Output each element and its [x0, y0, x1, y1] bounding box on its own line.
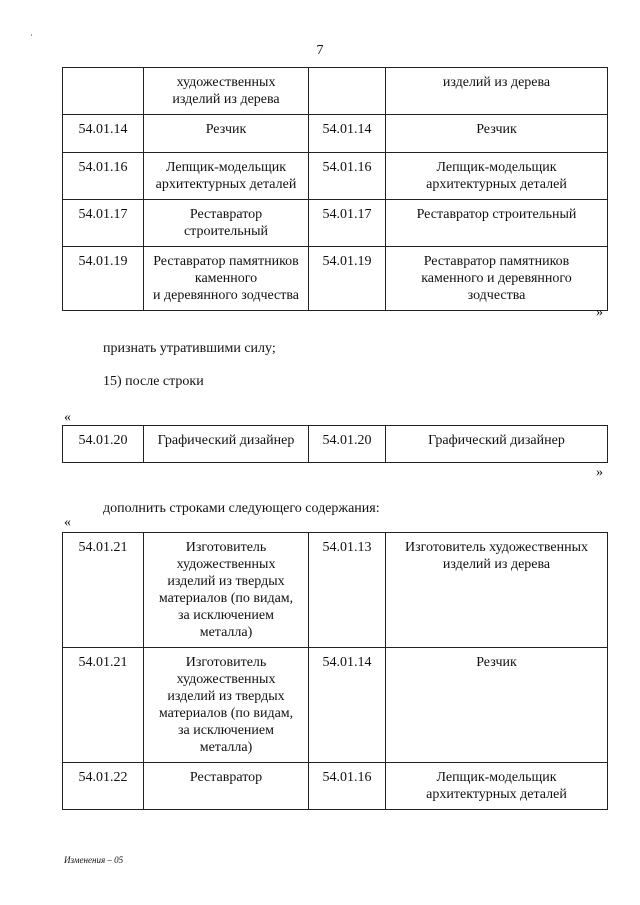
name-cell: Изготовитель художественных изделий из твердых материалов (по видам, за исключением металла)	[144, 533, 309, 648]
open-quote: «	[64, 410, 71, 425]
code-cell: 54.01.21	[63, 533, 144, 648]
table-row	[63, 247, 608, 311]
table-row	[63, 533, 608, 648]
code-cell	[309, 68, 386, 115]
close-quote: »	[596, 465, 603, 480]
name-cell: Графический дизайнер	[386, 426, 608, 463]
name-cell: Графический дизайнер	[144, 426, 309, 463]
code-cell: 54.01.19	[63, 247, 144, 311]
code-cell: 54.01.14	[309, 648, 386, 763]
code-cell: 54.01.16	[309, 763, 386, 810]
name-cell: Резчик	[386, 648, 608, 763]
name-cell: Лепщик-модельщик архитектурных деталей	[144, 153, 309, 200]
code-cell: 54.01.16	[309, 153, 386, 200]
name-cell: изделий из дерева	[386, 68, 608, 115]
name-cell: Реставратор памятников каменного и деревянного зодчества	[144, 247, 309, 311]
open-quote: «	[64, 515, 71, 530]
table-row	[63, 426, 608, 463]
code-cell: 54.01.22	[63, 763, 144, 810]
name-cell: художественных изделий из дерева	[144, 68, 309, 115]
code-cell: 54.01.20	[63, 426, 144, 463]
professions-table-3	[62, 532, 608, 810]
name-cell: Резчик	[386, 115, 608, 153]
name-cell: Реставратор строительный	[144, 200, 309, 247]
name-cell: Реставратор строительный	[386, 200, 608, 247]
footer-revision: Изменения – 05	[64, 855, 124, 865]
name-cell: Изготовитель художественных изделий из твердых материалов (по видам, за исключением металла)	[144, 648, 309, 763]
supplement-text: дополнить строками следующего содержания:	[103, 501, 380, 516]
code-cell: 54.01.14	[63, 115, 144, 153]
table-row	[63, 115, 608, 153]
name-cell: Лепщик-модельщик архитектурных деталей	[386, 153, 608, 200]
code-cell: 54.01.20	[309, 426, 386, 463]
code-cell: 54.01.16	[63, 153, 144, 200]
item-15-text: 15) после строки	[103, 374, 204, 389]
code-cell: 54.01.21	[63, 648, 144, 763]
code-cell	[63, 68, 144, 115]
code-cell: 54.01.14	[309, 115, 386, 153]
name-cell: Лепщик-модельщик архитектурных деталей	[386, 763, 608, 810]
code-cell: 54.01.13	[309, 533, 386, 648]
code-cell: 54.01.17	[63, 200, 144, 247]
scan-mark	[31, 34, 32, 36]
professions-table-2	[62, 425, 608, 463]
invalid-text: признать утратившими силу;	[103, 341, 276, 356]
professions-table-1	[62, 67, 608, 311]
table-row	[63, 68, 608, 115]
name-cell: Изготовитель художественных изделий из дерева	[386, 533, 608, 648]
table-row	[63, 763, 608, 810]
code-cell: 54.01.19	[309, 247, 386, 311]
code-cell: 54.01.17	[309, 200, 386, 247]
name-cell: Реставратор	[144, 763, 309, 810]
page-number: 7	[316, 43, 324, 58]
close-quote: »	[596, 305, 603, 320]
name-cell: Реставратор памятников каменного и деревянного зодчества	[386, 247, 608, 311]
table-row	[63, 153, 608, 200]
table-row	[63, 200, 608, 247]
table-row	[63, 648, 608, 763]
name-cell: Резчик	[144, 115, 309, 153]
